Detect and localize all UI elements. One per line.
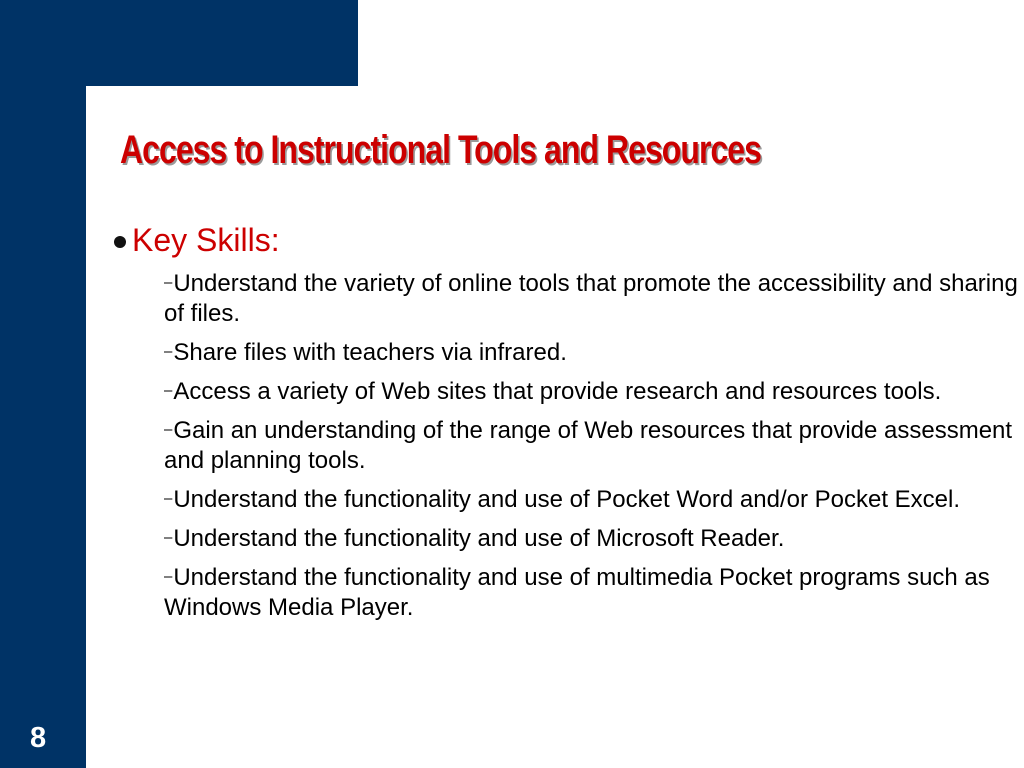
list-item [164, 562, 1024, 623]
list-item-text: Gain an understanding of the range of Web resources that provide assessment and planning tools. [164, 417, 1013, 474]
key-skills-label: Key Skills: [132, 222, 280, 258]
dash-icon: – [164, 382, 173, 399]
dash-icon: – [164, 529, 173, 546]
list-item-text: Understand the variety of online tools that promote the accessibility and sharing of files. [164, 270, 1018, 327]
list-item-text: Understand the functionality and use of Pocket Word and/or Pocket Excel. [173, 486, 961, 513]
list-item-text: Share files with teachers via infrared. [173, 339, 567, 366]
slide-body [114, 218, 1018, 631]
dash-icon: – [164, 421, 173, 438]
top-band [0, 0, 358, 86]
dash-icon: – [164, 490, 173, 507]
key-skills-heading [114, 218, 1014, 262]
dash-icon: – [164, 568, 173, 585]
list-item [164, 337, 1024, 368]
slide-title: Access to Instructional Tools and Resources [120, 128, 761, 172]
list-item [164, 376, 1024, 407]
list-item-text: Understand the functionality and use of multimedia Pocket programs such as Windows Media Player. [164, 564, 990, 621]
list-item [164, 523, 1024, 554]
list-item [164, 415, 1024, 476]
skills-list [114, 268, 1024, 623]
dash-icon: – [164, 274, 173, 291]
list-item-text: Access a variety of Web sites that provide research and resources tools. [173, 378, 942, 405]
page-number: 8 [30, 722, 47, 754]
list-item-text: Understand the functionality and use of Microsoft Reader. [173, 525, 785, 552]
list-item [164, 484, 1024, 515]
dash-icon: – [164, 343, 173, 360]
bullet-dot-icon [114, 236, 126, 248]
left-band [0, 0, 86, 768]
list-item [164, 268, 1024, 329]
